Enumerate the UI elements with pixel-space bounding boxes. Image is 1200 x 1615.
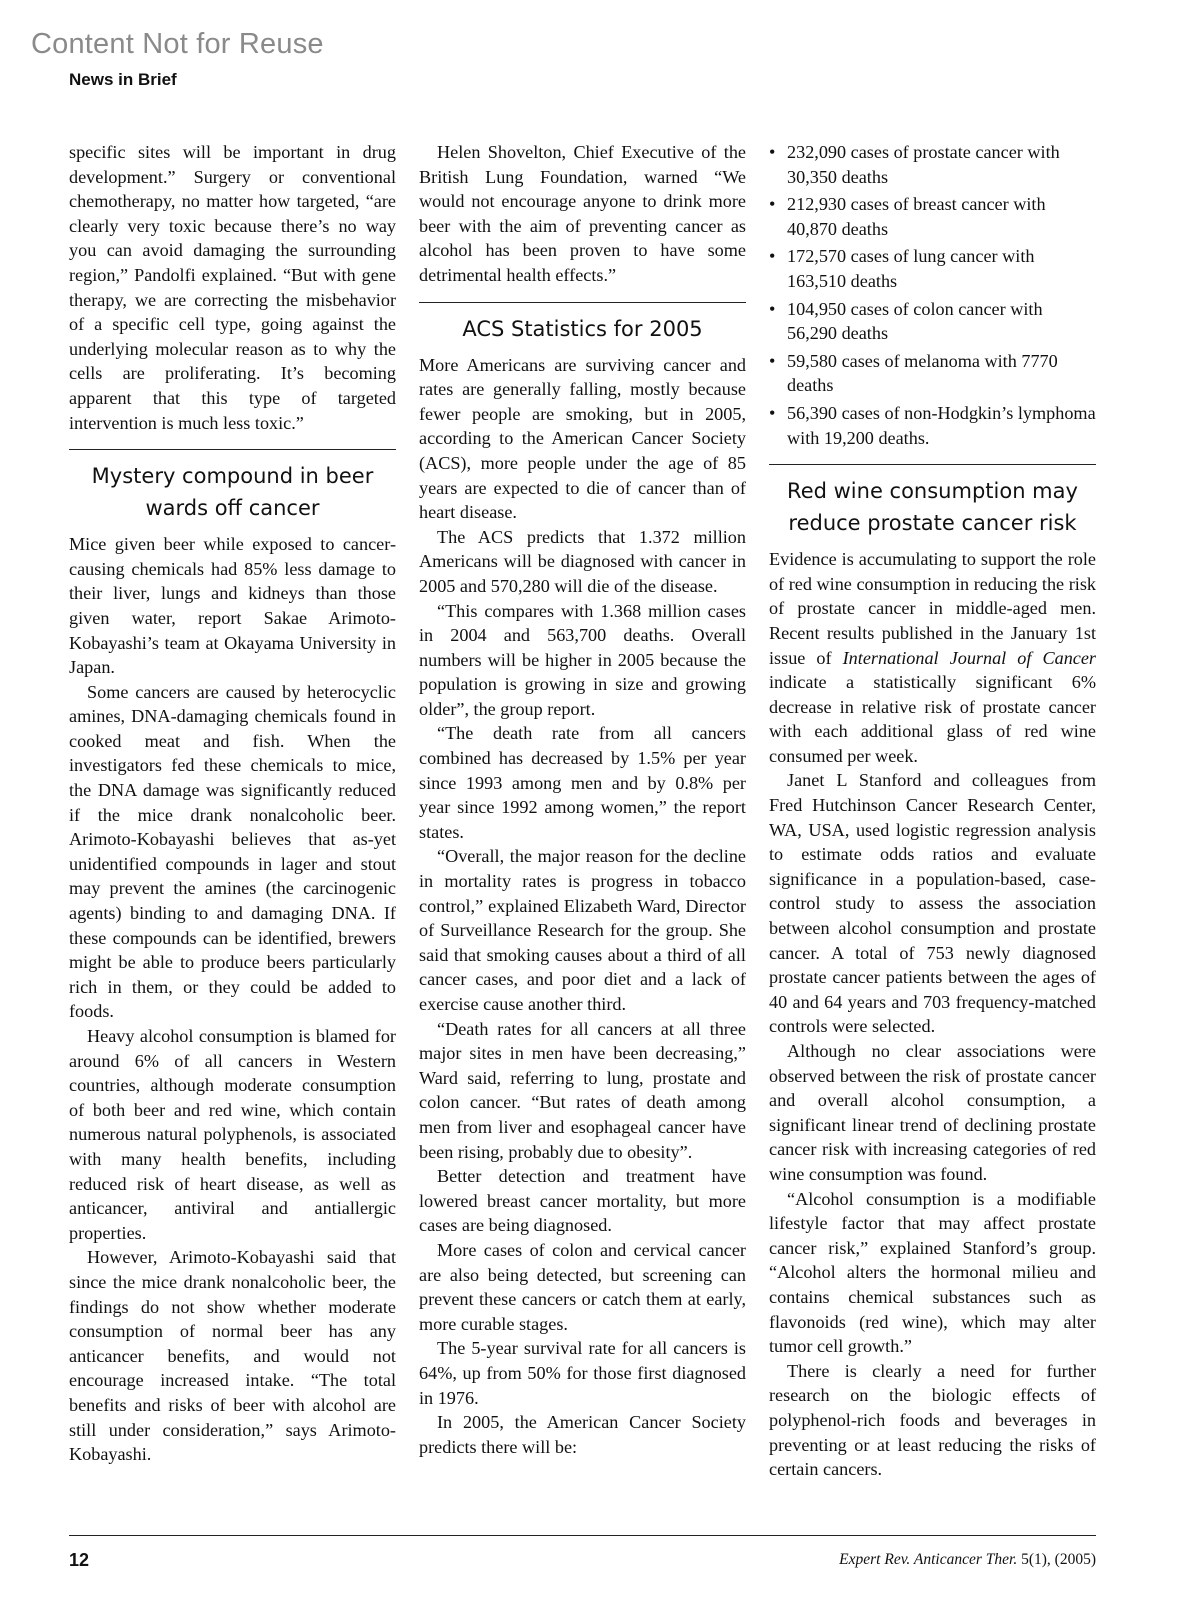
watermark: Content Not for Reuse <box>31 28 324 60</box>
body-paragraph: “Alcohol consumption is a modifiable lifestyle factor that may affect prostate cancer risk,” explained Stanford’s group. “Alcohol alters the hormonal milieu and contains chemical substances such as flavonoids (red wine), which may alter tumor cell growth.” <box>769 1188 1096 1357</box>
body-text: Evidence is accumulating to support the role of red wine consumption in reducing the risk of prostate cancer in middle-aged men. Recent results published in the January 1st issue of <box>769 549 1096 668</box>
section-divider <box>419 302 746 303</box>
body-paragraph: In 2005, the American Cancer Society predicts there will be: <box>419 1412 746 1457</box>
body-text: indicate a statistically significant 6% decrease in relative risk of prostate cancer with each additional glass of red wine consumed per week. <box>769 672 1096 766</box>
column-3 <box>769 140 1096 1482</box>
journal-name: Expert Rev. Anticancer Ther. <box>839 1551 1018 1568</box>
list-item-text: 59,580 cases of melanoma with 7770 deaths <box>787 350 1058 396</box>
list-item <box>769 401 1096 450</box>
body-paragraph: “Death rates for all cancers at all three major sites in men have been decreasing,” Ward said, referring to lung, prostate and colon cancer. “But rates of death among men from liver and esophageal cancer have been rising, probably due to obesity”. <box>419 1018 746 1162</box>
list-item <box>769 192 1096 241</box>
footer-divider <box>69 1535 1096 1536</box>
statistics-list <box>769 140 1096 450</box>
section-heading-wine: Red wine consumption may reduce prostate cancer risk <box>787 479 1078 536</box>
body-paragraph: specific sites will be important in drug development.” Surgery or conventional chemotherapy, no matter how targeted, “are clearly very toxic because there’s no way you can avoid damaging the surrounding region,” Pandolfi explained. “But with gene therapy, we are correcting the misbehavior of a specific cell type, going against the underlying molecular reason as to why the cells are proliferating. It’s becoming apparent that this type of targeted intervention is much less toxic.” <box>69 142 396 433</box>
section-divider <box>69 449 396 450</box>
body-paragraph: The 5-year survival rate for all cancers is 64%, up from 50% for those first diagnosed in 1976. <box>419 1338 746 1408</box>
list-item-text: 172,570 cases of lung cancer with 163,510 deaths <box>787 246 1035 291</box>
body-paragraph: More cases of colon and cervical cancer are also being detected, but screening can prevent these cancers or catch them at early, more curable stages. <box>419 1239 746 1334</box>
body-paragraph: There is clearly a need for further research on the biologic effects of polyphenol-rich foods and beverages in preventing or at least reducing the risks of certain cancers. <box>769 1360 1096 1480</box>
section-heading-acs: ACS Statistics for 2005 <box>462 316 703 341</box>
list-item-text: 212,930 cases of breast cancer with 40,870 deaths <box>787 194 1046 239</box>
bullet-icon: • <box>769 350 776 371</box>
list-item <box>769 140 1096 189</box>
body-paragraph: Janet L Stanford and colleagues from Fred Hutchinson Cancer Research Center, WA, USA, used logistic regression analysis to estimate odds ratios and evaluate significance in a population-based, case-control study to assess the association between alcohol consumption and prostate cancer. A total of 753 newly diagnosed prostate cancer patients between the ages of 40 and 64 years and 703 frequency-matched controls were selected. <box>769 770 1096 1037</box>
body-paragraph: “The death rate from all cancers combined has decreased by 1.5% per year since 1993 among men and by 0.8% per year since 1992 among women,” the report states. <box>419 723 746 842</box>
body-paragraph: Heavy alcohol consumption is blamed for around 6% of all cancers in Western countries, although moderate consumption of both beer and red wine, which contain numerous natural polyphenols, is associated with many health benefits, including reduced risk of heart disease, as well as anticancer, antiviral and antiallergic properties. <box>69 1026 396 1243</box>
bullet-icon: • <box>769 298 776 319</box>
page-number: 12 <box>69 1550 90 1570</box>
journal-title: International Journal of Cancer <box>842 647 1097 668</box>
body-paragraph: More Americans are surviving cancer and rates are generally falling, mostly because fewer people are smoking, but in 2005, according to the American Cancer Society (ACS), more people under the age of 85 years are expected to die of cancer than of heart disease. <box>419 354 746 523</box>
body-paragraph: The ACS predicts that 1.372 million Americans will be diagnosed with cancer in 2005 and 570,280 will die of the disease. <box>419 526 746 596</box>
body-paragraph: Mice given beer while exposed to cancer-causing chemicals had 85% less damage to their liver, lungs and kidneys than those given water, report Sakae Arimoto-Kobayashi’s team at Okayama University in Japan. <box>69 534 396 678</box>
list-item <box>769 349 1096 398</box>
body-paragraph <box>769 547 1096 768</box>
section-heading-beer: Mystery compound in beer wards off cancer <box>91 464 374 521</box>
list-item-text: 104,950 cases of colon cancer with 56,290 deaths <box>787 298 1043 344</box>
bullet-icon: • <box>769 246 776 267</box>
body-paragraph: However, Arimoto-Kobayashi said that since the mice drank nonalcoholic beer, the findings do not show whether moderate consumption of normal beer has any anticancer benefits, and would not encourage increased intake. “The total benefits and risks of beer with alcohol are still under consideration,” says Arimoto-Kobayashi. <box>69 1247 396 1465</box>
body-paragraph: Although no clear associations were observed between the risk of prostate cancer and overall alcohol consumption, a significant linear trend of declining prostate cancer risk with increasing categories of red wine consumption was found. <box>769 1041 1096 1184</box>
section-divider <box>769 464 1096 465</box>
bullet-icon: • <box>769 194 776 215</box>
journal-issue: 5(1), (2005) <box>1017 1551 1096 1568</box>
body-paragraph: Better detection and treatment have lowered breast cancer mortality, but more cases are being diagnosed. <box>419 1166 746 1236</box>
list-item-text: 232,090 cases of prostate cancer with 30,350 deaths <box>787 142 1060 187</box>
body-paragraph: Some cancers are caused by heterocyclic amines, DNA-damaging chemicals found in cooked meat and fish. When the investigators fed these chemicals to mice, the DNA damage was significantly reduced if the mice drank nonalcoholic beer. Arimoto-Kobayashi believes that as-yet unidentified compounds in lager and stout may prevent the amines (the carcinogenic agents) binding to and damaging DNA. If these compounds can be identified, brewers might be able to produce beers particularly rich in them, or they could be added to foods. <box>69 681 396 1022</box>
running-head: News in Brief <box>69 70 177 89</box>
body-paragraph: “This compares with 1.368 million cases in 2004 and 563,700 deaths. Overall numbers will be higher in 2005 because the population is growing in size and growing older”, the group report. <box>419 600 746 719</box>
body-paragraph: Helen Shovelton, Chief Executive of the British Lung Foundation, warned “We would not encourage anyone to drink more beer with the aim of preventing cancer as alcohol has been proven to have some detrimental health effects.” <box>419 142 746 285</box>
column-2 <box>419 140 746 1459</box>
column-1 <box>69 140 396 1467</box>
list-item <box>769 244 1096 293</box>
list-item-text: 56,390 cases of non-Hodgkin’s lymphoma with 19,200 deaths. <box>787 402 1096 448</box>
journal-citation <box>839 1551 1096 1569</box>
list-item <box>769 297 1096 346</box>
body-paragraph: “Overall, the major reason for the decline in mortality rates is progress in tobacco control,” explained Elizabeth Ward, Director of Surveillance Research for the group. She said that smoking causes about a third of all cancer cases, and poor diet and a lack of exercise cause another third. <box>419 846 746 1014</box>
bullet-icon: • <box>769 142 776 162</box>
bullet-icon: • <box>769 402 776 423</box>
